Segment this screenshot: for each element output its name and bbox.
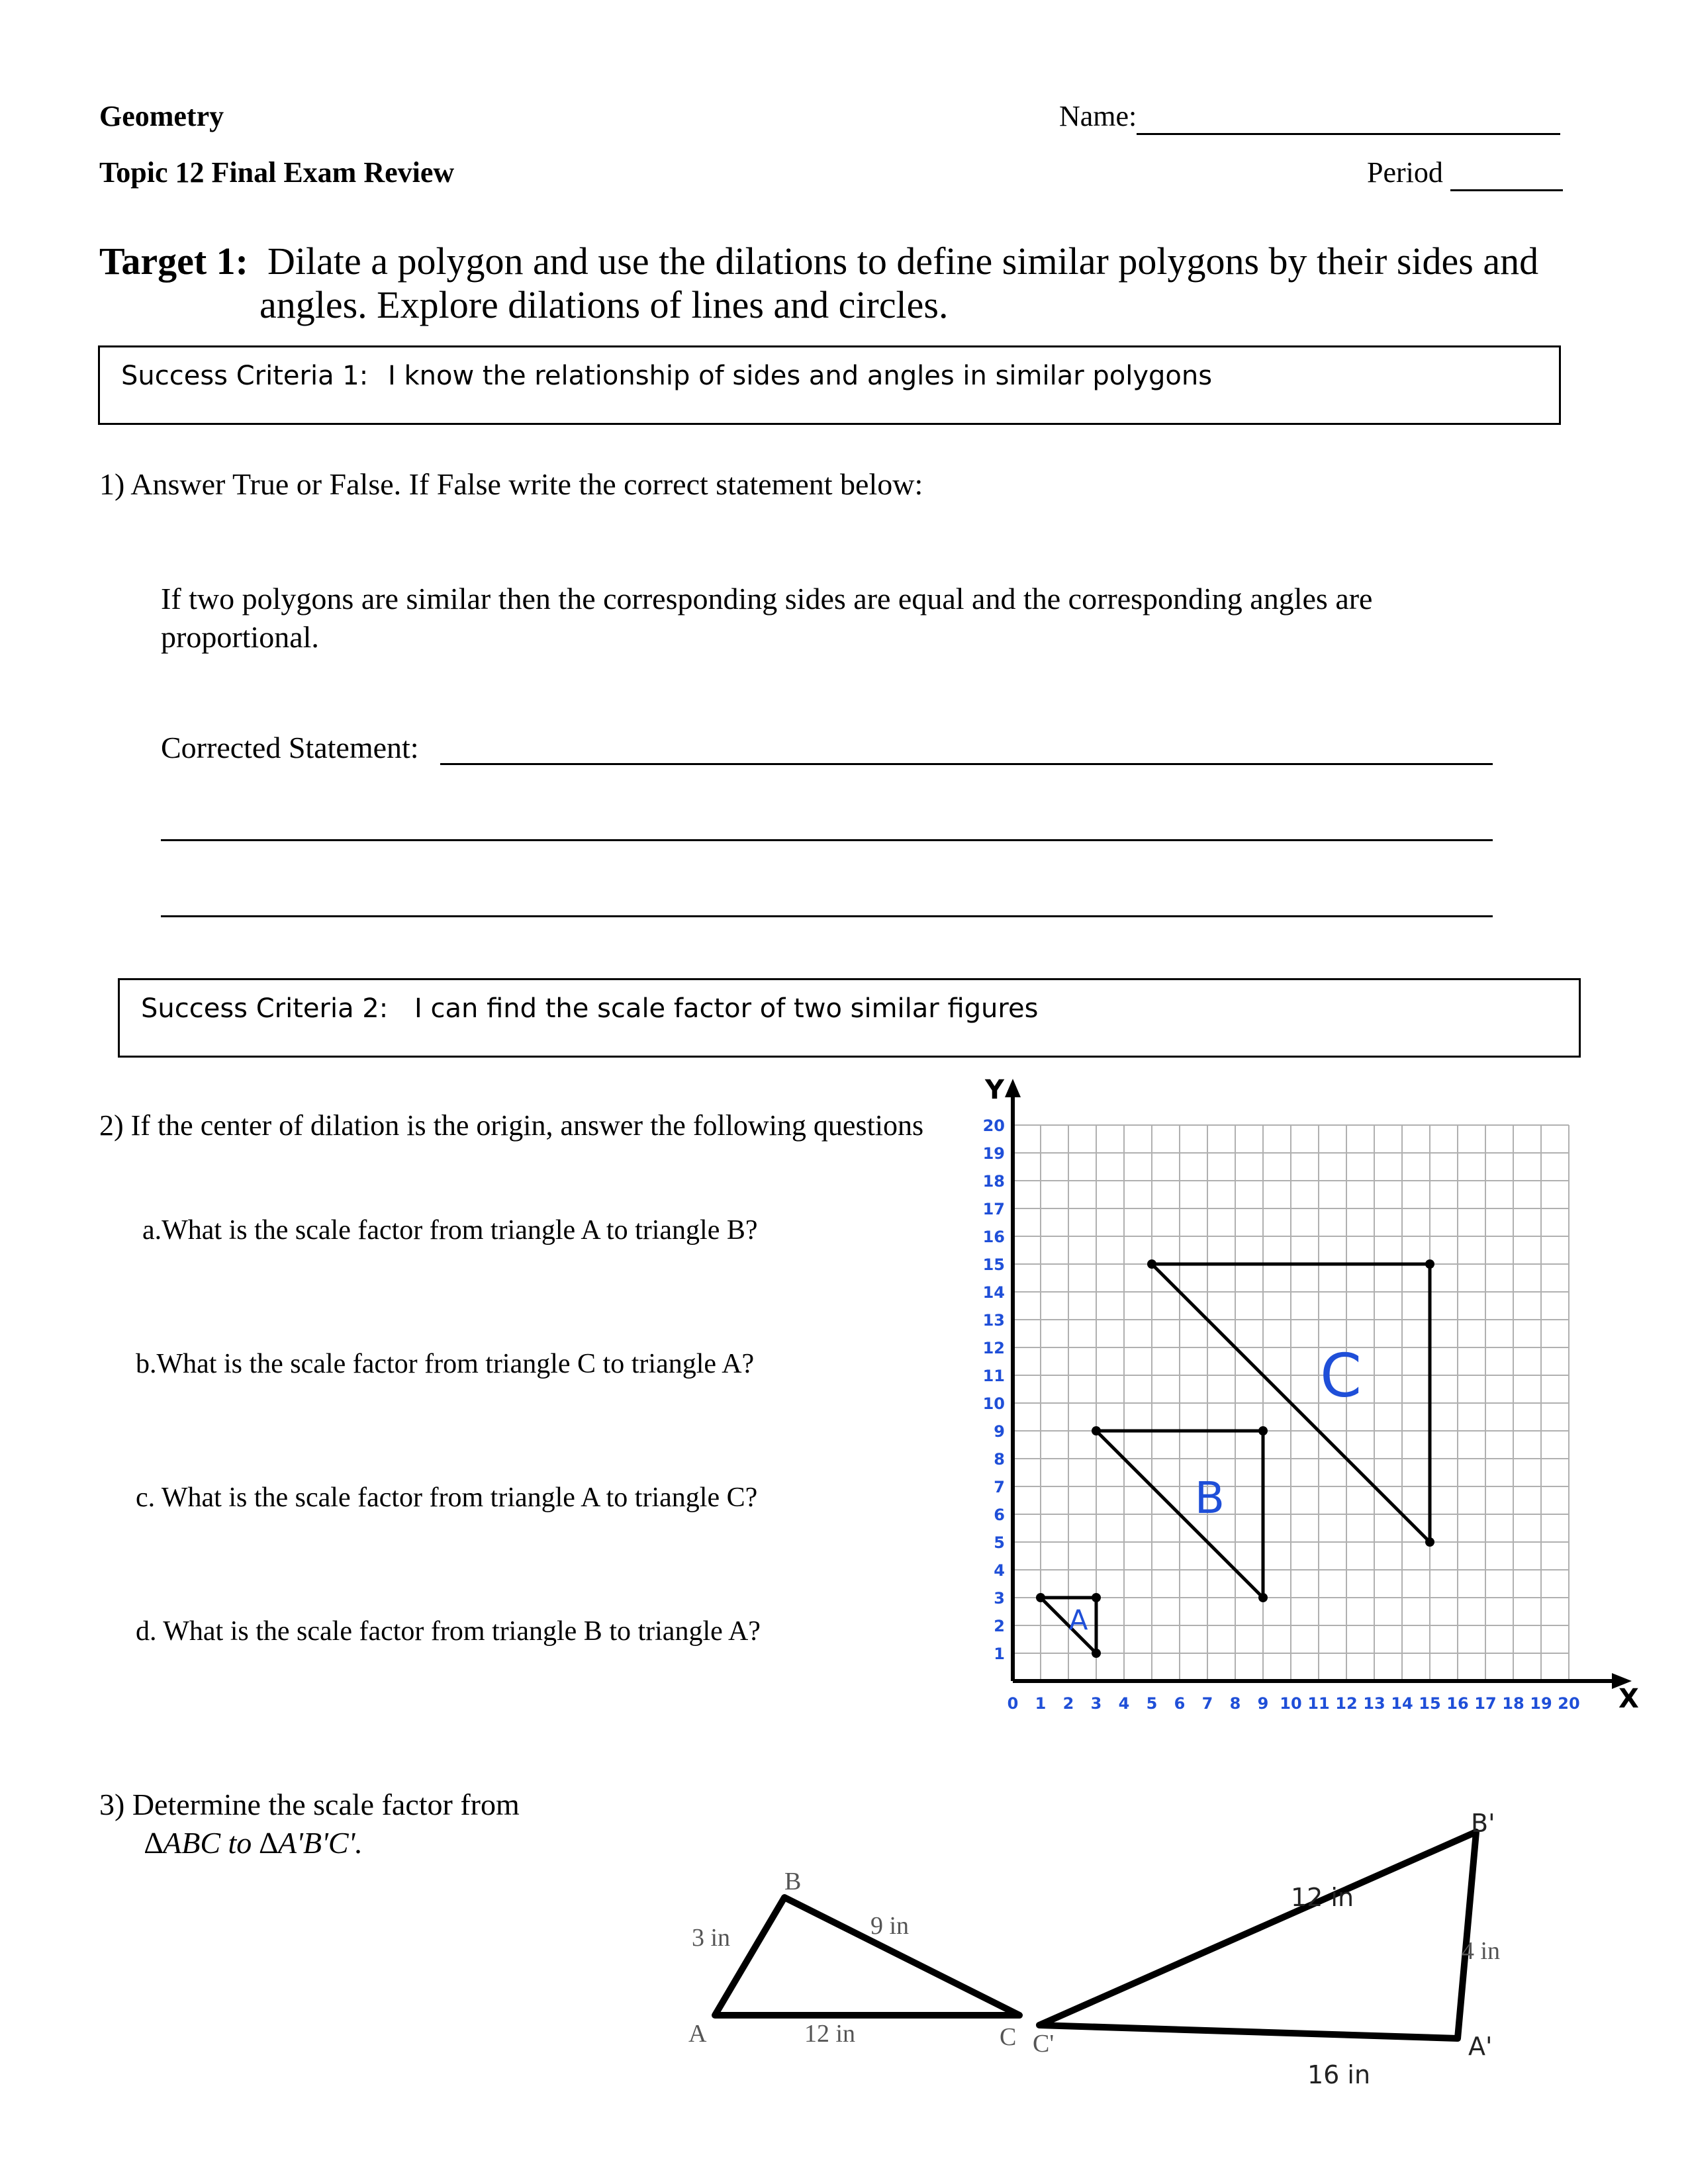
x-tick-label: 7: [1201, 1694, 1213, 1713]
x-tick-label: 12: [1335, 1694, 1358, 1713]
vertex-a-label: A: [688, 2020, 707, 2048]
vertex-b-label: B: [784, 1868, 802, 1895]
vertex-c-prime-label: C': [1033, 2030, 1055, 2058]
q2-d: d. What is the scale factor from triangle B to triangle A?: [136, 1616, 761, 1647]
vertex-point: [1425, 1259, 1434, 1269]
answer-line-3[interactable]: [161, 915, 1493, 917]
y-tick-label: 3: [994, 1589, 1005, 1608]
vertex-point: [1092, 1649, 1101, 1658]
vertex-point: [1425, 1537, 1434, 1547]
y-tick-label: 9: [994, 1422, 1005, 1441]
q2-b: b.What is the scale factor from triangle C to triangle A?: [136, 1349, 755, 1379]
y-tick-label: 8: [994, 1450, 1005, 1469]
x-tick-label: 20: [1558, 1694, 1580, 1713]
x-tick-label: 6: [1174, 1694, 1186, 1713]
y-axis-arrow: [1005, 1079, 1021, 1097]
vertex-point: [1092, 1593, 1101, 1602]
y-tick-label: 11: [982, 1367, 1005, 1385]
vertex-b-prime-label: B': [1471, 1809, 1495, 1838]
triangle-label-b: B: [1194, 1472, 1225, 1524]
y-tick-label: 13: [982, 1311, 1005, 1330]
vertex-point: [1258, 1426, 1268, 1435]
triangle-label-a: A: [1068, 1604, 1088, 1637]
triangle-label-c: C: [1320, 1341, 1362, 1411]
coordinate-plane: [966, 1066, 1655, 1727]
side-ab-label: 3 in: [692, 1924, 731, 1952]
q3-triangles-figure: [662, 1787, 1501, 2098]
vertex-a-prime-label: A': [1468, 2032, 1493, 2061]
x-tick-label: 13: [1363, 1694, 1385, 1713]
target-line2: angles. Explore dilations of lines and circles.: [259, 283, 949, 326]
side-ba-label: 4 in: [1462, 1937, 1501, 1965]
criteria2-text: I can find the scale factor of two similar figures: [414, 993, 1039, 1024]
y-tick-label: 2: [994, 1617, 1005, 1635]
q1-corrected-label: Corrected Statement:: [161, 731, 419, 764]
vertex-point: [1147, 1259, 1156, 1269]
q1-prompt: 1) Answer True or False. If False write the correct statement below:: [99, 467, 923, 501]
y-tick-label: 16: [982, 1228, 1005, 1246]
x-tick-label: 8: [1229, 1694, 1241, 1713]
x-tick-label: 16: [1446, 1694, 1469, 1713]
name-field[interactable]: [1059, 99, 1560, 135]
name-label: Name:: [1059, 100, 1137, 132]
q2-prompt: 2) If the center of dilation is the origin, answer the following questions: [99, 1109, 924, 1142]
x-tick-label: 19: [1530, 1694, 1552, 1713]
vertex-point: [1258, 1593, 1268, 1602]
vertex-point: [1036, 1593, 1045, 1602]
period-label: Period: [1367, 156, 1443, 189]
y-tick-label: 17: [982, 1200, 1005, 1218]
q3-prompt-line1: 3) Determine the scale factor from: [99, 1788, 520, 1821]
x-tick-label: 14: [1391, 1694, 1413, 1713]
q2-a: a.What is the scale factor from triangle A to triangle B?: [142, 1215, 758, 1246]
target-heading: [99, 240, 1622, 283]
criteria2-box: [118, 978, 1581, 1058]
y-tick-label: 15: [982, 1255, 1005, 1274]
y-tick-label: 10: [982, 1394, 1005, 1413]
criteria2-label: Success Criteria 2:: [141, 993, 389, 1024]
x-tick-label: 2: [1062, 1694, 1074, 1713]
x-tick-label: 11: [1307, 1694, 1330, 1713]
y-tick-label: 1: [994, 1645, 1005, 1663]
side-ac-label: 12 in: [804, 2020, 856, 2048]
y-tick-label: 19: [982, 1144, 1005, 1163]
x-tick-label: 1: [1035, 1694, 1047, 1713]
side-ca-label: 16 in: [1307, 2060, 1371, 2089]
criteria1-box: [98, 345, 1561, 425]
criteria1-text: I know the relationship of sides and angles in similar polygons: [388, 361, 1213, 391]
target-line1: Dilate a polygon and use the dilations to define similar polygons by their sides and: [267, 240, 1539, 283]
y-tick-label: 12: [982, 1339, 1005, 1357]
q1-statement: If two polygons are similar then the corresponding sides are equal and the corresponding angles are proportional.: [161, 582, 1373, 654]
x-tick-label: 17: [1474, 1694, 1497, 1713]
period-blank[interactable]: [1450, 156, 1563, 191]
triangle-abc-prime: [1039, 1832, 1476, 2038]
x-tick-label: 9: [1257, 1694, 1269, 1713]
y-tick-label: 18: [982, 1172, 1005, 1191]
target-label: Target 1:: [99, 240, 248, 283]
subject-heading: Geometry: [99, 100, 224, 132]
vertex-c-label: C: [1000, 2023, 1017, 2051]
y-tick-label: 20: [982, 1116, 1005, 1135]
q3-prompt-line2: ∆ABC to ∆A'B'C'.: [144, 1826, 363, 1860]
topic-heading: Topic 12 Final Exam Review: [99, 156, 455, 189]
vertex-point: [1092, 1426, 1101, 1435]
y-axis-label: Y: [985, 1075, 1004, 1105]
y-tick-label: 4: [994, 1561, 1005, 1580]
answer-line-2[interactable]: [161, 839, 1493, 841]
criteria1-label: Success Criteria 1:: [121, 361, 369, 391]
period-field[interactable]: [1367, 156, 1563, 191]
x-tick-label: 4: [1118, 1694, 1130, 1713]
side-cb-label: 12 in: [1291, 1883, 1354, 1912]
y-tick-label: 5: [994, 1533, 1005, 1552]
q2-c: c. What is the scale factor from triangle A to triangle C?: [136, 1482, 758, 1513]
x-tick-label: 0: [1007, 1694, 1019, 1713]
x-tick-label: 3: [1090, 1694, 1102, 1713]
x-tick-label: 10: [1280, 1694, 1302, 1713]
x-tick-label: 5: [1146, 1694, 1158, 1713]
y-tick-label: 6: [994, 1506, 1005, 1524]
name-blank[interactable]: [1137, 99, 1560, 135]
answer-line-1[interactable]: [440, 763, 1493, 765]
y-tick-label: 14: [982, 1283, 1005, 1302]
y-tick-label: 7: [994, 1478, 1005, 1496]
x-tick-label: 18: [1502, 1694, 1524, 1713]
triangle-abc: [715, 1897, 1019, 2015]
x-tick-label: 15: [1419, 1694, 1441, 1713]
x-axis-label: X: [1618, 1684, 1639, 1714]
side-bc-label: 9 in: [870, 1912, 910, 1940]
